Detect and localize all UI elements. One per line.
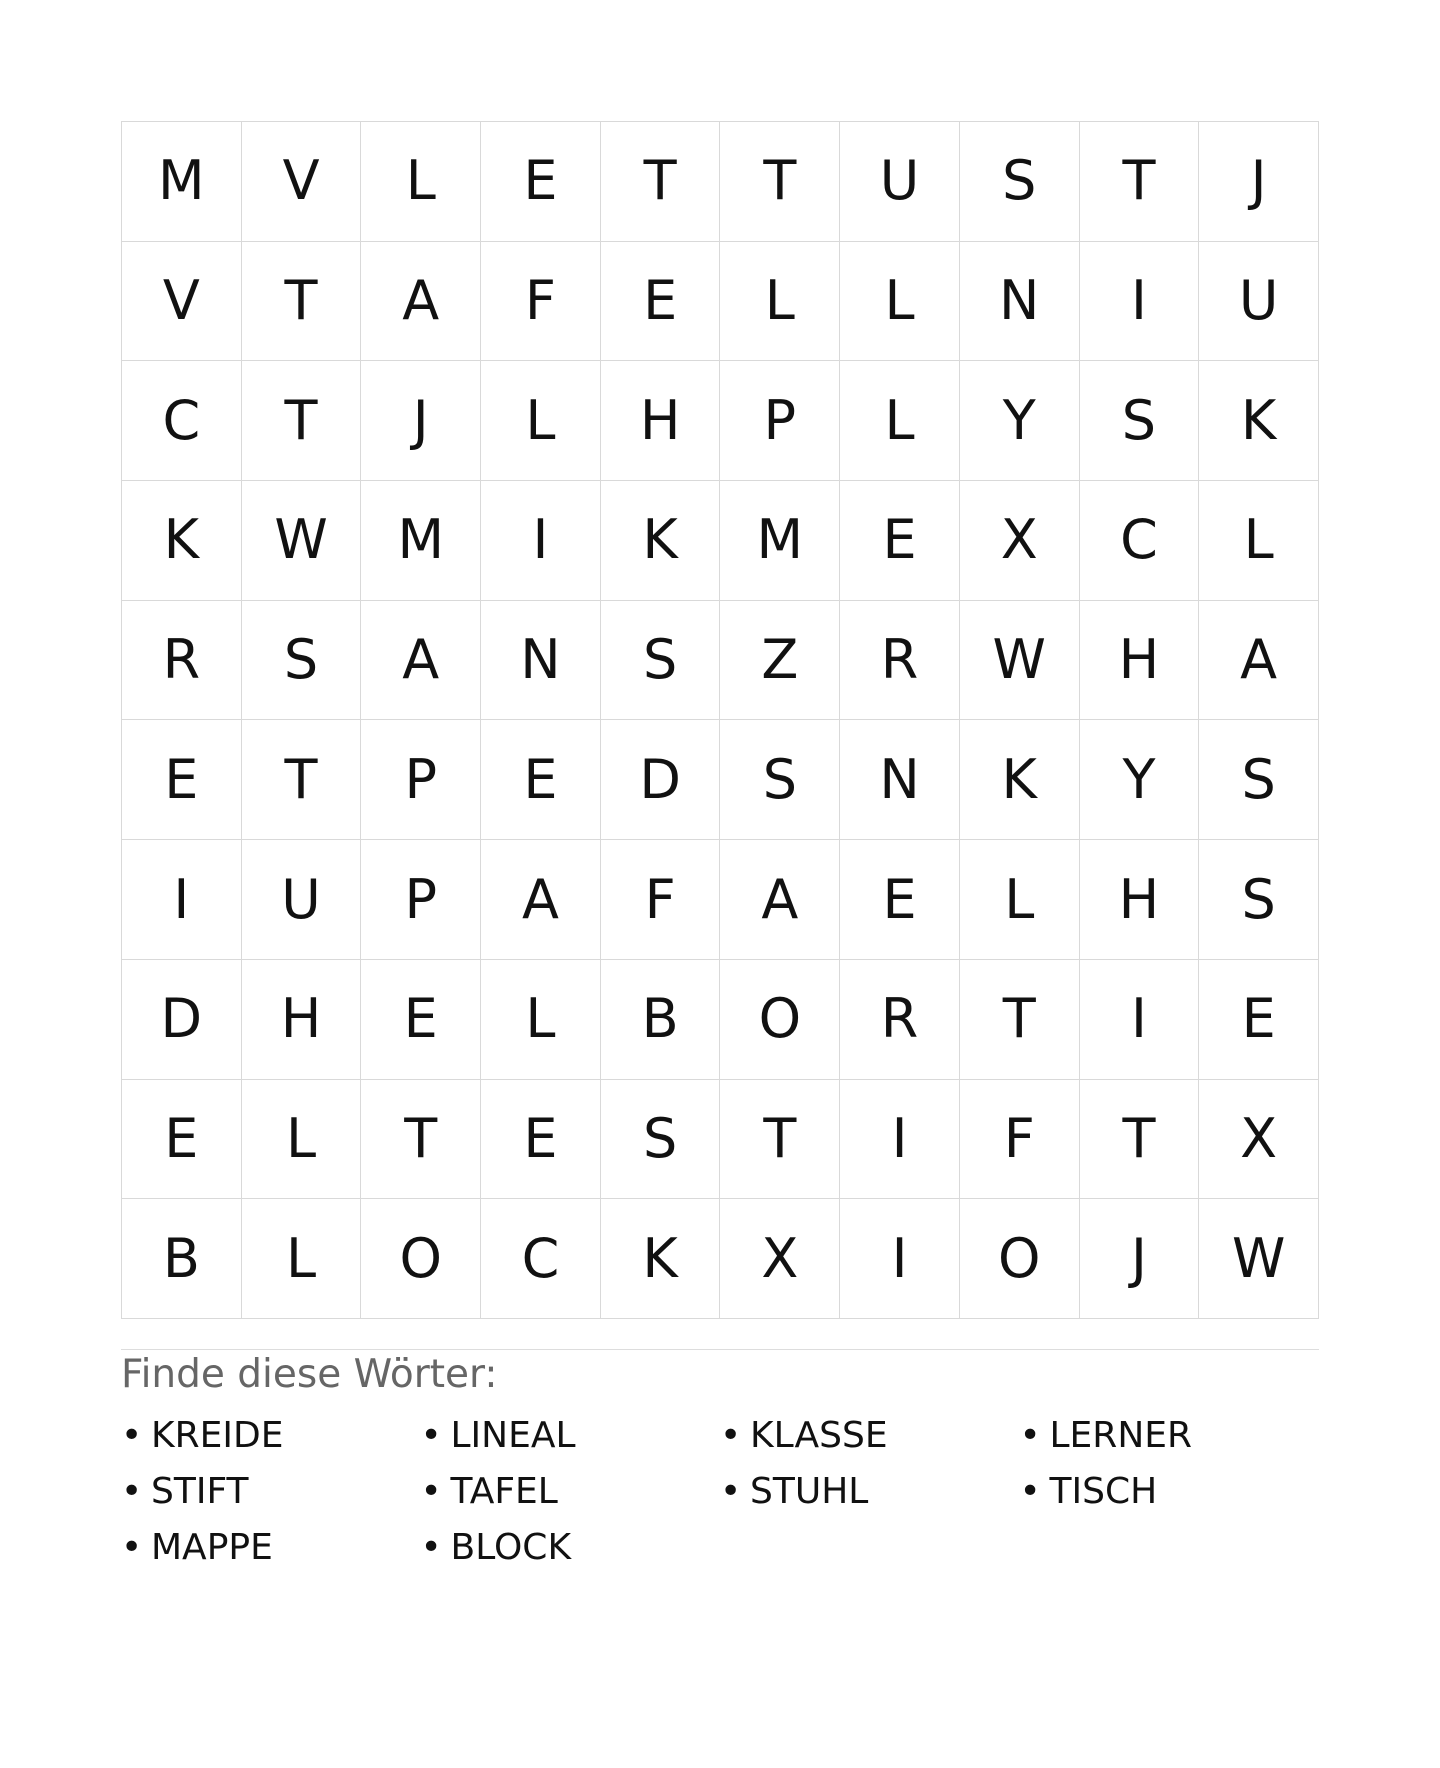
grid-cell[interactable]: M (361, 481, 481, 601)
grid-cell[interactable]: T (601, 122, 721, 242)
word-label: BLOCK (450, 1527, 572, 1568)
bullet-icon: • (720, 1415, 742, 1456)
grid-cell[interactable]: S (1080, 361, 1200, 481)
grid-cell[interactable]: Y (1080, 720, 1200, 840)
word-label: TAFEL (450, 1471, 558, 1512)
word-list-item (720, 1408, 1020, 1464)
grid-cell[interactable]: V (122, 242, 242, 362)
grid-cell[interactable]: H (601, 361, 721, 481)
grid-cell[interactable]: H (1080, 601, 1200, 721)
grid-cell[interactable]: T (1080, 122, 1200, 242)
grid-cell[interactable]: P (361, 840, 481, 960)
grid-cell[interactable]: T (242, 720, 362, 840)
grid-cell[interactable]: O (361, 1199, 481, 1319)
grid-cell[interactable]: T (960, 960, 1080, 1080)
word-label: STIFT (151, 1471, 249, 1512)
word-label: KLASSE (750, 1415, 888, 1456)
grid-cell[interactable]: D (122, 960, 242, 1080)
grid-cell[interactable]: S (601, 601, 721, 721)
grid-cell[interactable]: L (361, 122, 481, 242)
grid-cell[interactable]: O (720, 960, 840, 1080)
grid-cell[interactable]: I (1080, 960, 1200, 1080)
grid-cell[interactable]: A (361, 242, 481, 362)
grid-cell[interactable]: W (242, 481, 362, 601)
bullet-icon: • (420, 1527, 442, 1568)
grid-cell[interactable]: R (840, 960, 960, 1080)
word-list-item (121, 1408, 421, 1464)
grid-cell[interactable]: I (840, 1199, 960, 1319)
grid-cell[interactable]: E (481, 1080, 601, 1200)
grid-cell[interactable]: J (361, 361, 481, 481)
grid-cell[interactable]: A (361, 601, 481, 721)
word-search-grid (121, 121, 1319, 1319)
grid-cell[interactable]: D (601, 720, 721, 840)
grid-cell[interactable]: I (122, 840, 242, 960)
word-list-item (421, 1408, 721, 1464)
grid-cell[interactable]: W (1199, 1199, 1319, 1319)
grid-cell[interactable]: S (601, 1080, 721, 1200)
grid-cell[interactable]: I (481, 481, 601, 601)
grid-cell[interactable]: K (122, 481, 242, 601)
grid-cell[interactable]: F (601, 840, 721, 960)
grid-cell[interactable]: E (601, 242, 721, 362)
grid-cell[interactable]: J (1080, 1199, 1200, 1319)
grid-cell[interactable]: S (242, 601, 362, 721)
grid-cell[interactable]: R (840, 601, 960, 721)
grid-cell[interactable]: X (1199, 1080, 1319, 1200)
grid-cell[interactable]: N (840, 720, 960, 840)
grid-cell[interactable]: C (1080, 481, 1200, 601)
grid-cell[interactable]: C (122, 361, 242, 481)
grid-cell[interactable]: E (1199, 960, 1319, 1080)
grid-cell[interactable]: M (720, 481, 840, 601)
grid-cell[interactable]: B (122, 1199, 242, 1319)
grid-cell[interactable]: C (481, 1199, 601, 1319)
grid-cell[interactable]: K (1199, 361, 1319, 481)
grid-cell[interactable]: B (601, 960, 721, 1080)
word-list-item (121, 1464, 421, 1520)
grid-cell[interactable]: R (122, 601, 242, 721)
grid-cell[interactable]: U (1199, 242, 1319, 362)
grid-cell[interactable]: A (720, 840, 840, 960)
grid-cell[interactable]: E (840, 840, 960, 960)
grid-cell[interactable]: I (840, 1080, 960, 1200)
grid-cell[interactable]: I (1080, 242, 1200, 362)
grid-cell[interactable]: E (122, 1080, 242, 1200)
grid-cell[interactable]: F (481, 242, 601, 362)
grid-cell[interactable]: Y (960, 361, 1080, 481)
grid-cell[interactable]: S (1199, 840, 1319, 960)
grid-cell[interactable]: L (960, 840, 1080, 960)
grid-cell[interactable]: N (481, 601, 601, 721)
bullet-icon: • (1019, 1471, 1041, 1512)
word-list (121, 1408, 1319, 1576)
grid-cell[interactable]: J (1199, 122, 1319, 242)
grid-cell[interactable]: V (242, 122, 362, 242)
word-list-item (720, 1464, 1020, 1520)
grid-cell[interactable]: A (1199, 601, 1319, 721)
word-list-item (121, 1520, 421, 1576)
grid-cell[interactable]: S (720, 720, 840, 840)
grid-cell[interactable]: T (720, 122, 840, 242)
grid-cell[interactable]: L (720, 242, 840, 362)
grid-cell[interactable]: A (481, 840, 601, 960)
grid-cell[interactable]: K (601, 1199, 721, 1319)
grid-cell[interactable]: E (840, 481, 960, 601)
grid-cell[interactable]: N (960, 242, 1080, 362)
grid-cell[interactable]: E (122, 720, 242, 840)
grid-cell[interactable]: L (481, 361, 601, 481)
bullet-icon: • (720, 1471, 742, 1512)
bullet-icon: • (121, 1415, 143, 1456)
grid-cell[interactable]: U (840, 122, 960, 242)
word-label: LINEAL (450, 1415, 576, 1456)
grid-cell[interactable]: E (481, 720, 601, 840)
grid-cell[interactable]: L (242, 1080, 362, 1200)
grid-cell[interactable]: K (960, 720, 1080, 840)
grid-cell[interactable]: H (242, 960, 362, 1080)
grid-cell[interactable]: T (1080, 1080, 1200, 1200)
grid-cell[interactable]: P (361, 720, 481, 840)
word-label: MAPPE (151, 1527, 273, 1568)
word-label: KREIDE (151, 1415, 284, 1456)
word-label: STUHL (750, 1471, 869, 1512)
grid-cell[interactable]: L (840, 242, 960, 362)
grid-cell[interactable]: P (720, 361, 840, 481)
grid-cell[interactable]: T (242, 242, 362, 362)
grid-cell[interactable]: O (960, 1199, 1080, 1319)
word-list-item (1020, 1408, 1320, 1464)
word-label: LERNER (1049, 1415, 1193, 1456)
word-list-item (421, 1464, 721, 1520)
grid-cell[interactable]: K (601, 481, 721, 601)
divider (121, 1349, 1319, 1350)
grid-cell[interactable]: M (122, 122, 242, 242)
grid-cell[interactable]: T (720, 1080, 840, 1200)
grid-cell[interactable]: T (361, 1080, 481, 1200)
grid-cell[interactable]: E (481, 122, 601, 242)
word-label: TISCH (1049, 1471, 1158, 1512)
grid-cell[interactable]: L (481, 960, 601, 1080)
grid-cell[interactable]: X (960, 481, 1080, 601)
grid-cell[interactable]: S (1199, 720, 1319, 840)
grid-cell[interactable]: Z (720, 601, 840, 721)
grid-cell[interactable]: S (960, 122, 1080, 242)
grid-cell[interactable]: W (960, 601, 1080, 721)
grid-cell[interactable]: L (840, 361, 960, 481)
bullet-icon: • (1019, 1415, 1041, 1456)
word-list-item (421, 1520, 721, 1576)
bullet-icon: • (420, 1415, 442, 1456)
bullet-icon: • (121, 1471, 143, 1512)
word-list-item (1020, 1464, 1320, 1520)
grid-cell[interactable]: U (242, 840, 362, 960)
bullet-icon: • (121, 1527, 143, 1568)
grid-cell[interactable]: L (242, 1199, 362, 1319)
word-list-title: Finde diese Wörter: (121, 1352, 498, 1397)
grid-cell[interactable]: H (1080, 840, 1200, 960)
grid-cell[interactable]: T (242, 361, 362, 481)
bullet-icon: • (420, 1471, 442, 1512)
grid-cell[interactable]: L (1199, 481, 1319, 601)
grid-cell[interactable]: X (720, 1199, 840, 1319)
grid-cell[interactable]: E (361, 960, 481, 1080)
grid-cell[interactable]: F (960, 1080, 1080, 1200)
